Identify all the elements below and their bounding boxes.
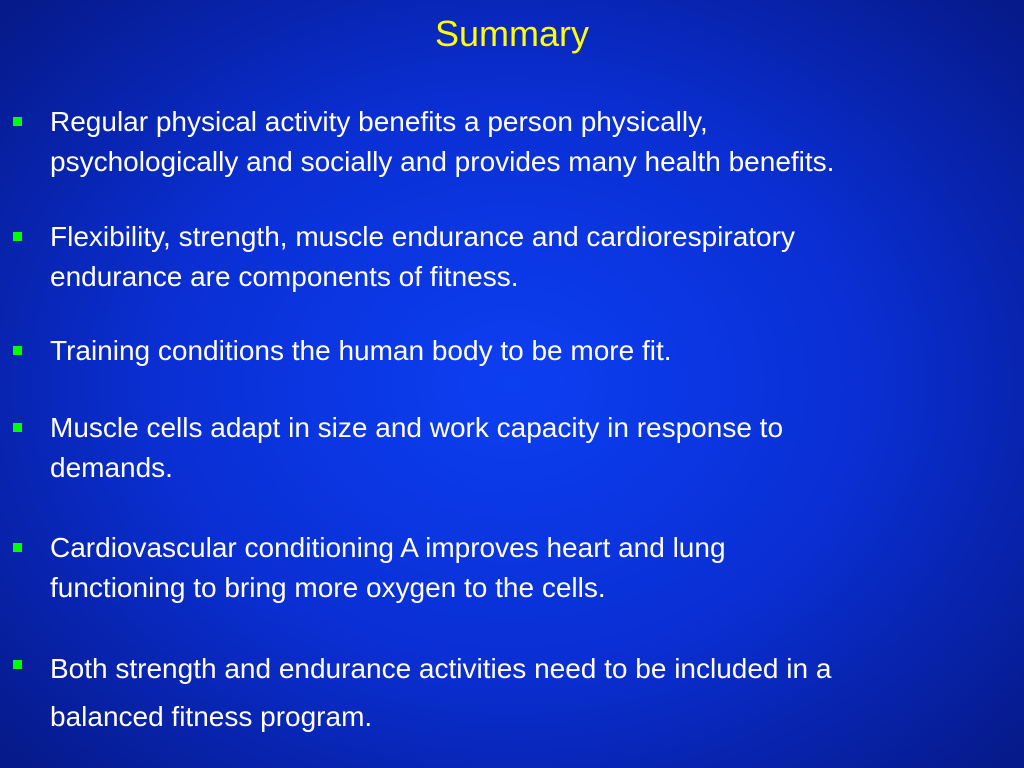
bullet-line: Training conditions the human body to be more fit. <box>50 335 672 366</box>
bullet-text <box>50 645 1013 741</box>
square-bullet-icon <box>13 660 22 669</box>
bullet-line: demands. <box>50 452 173 483</box>
bullet-line: Flexibility, strength, muscle endurance and cardiorespiratory <box>50 221 795 252</box>
square-bullet-icon <box>13 423 22 432</box>
bullet-text <box>50 408 1013 488</box>
square-bullet-icon <box>13 232 22 241</box>
bullet-line: Regular physical activity benefits a person physically, <box>50 106 708 137</box>
bullet-line: Muscle cells adapt in size and work capacity in response to <box>50 412 784 443</box>
bullet-line: Cardiovascular conditioning A improves heart and lung <box>50 532 726 563</box>
bullet-text <box>50 217 1013 297</box>
bullet-line: psychologically and socially and provides many health benefits. <box>50 146 835 177</box>
bullet-line: Both strength and endurance activities need to be included in a <box>50 653 832 684</box>
slide-title: Summary <box>434 13 590 54</box>
bullet-line: endurance are components of fitness. <box>50 261 519 292</box>
bullet-text <box>50 528 1013 608</box>
square-bullet-icon <box>13 543 22 552</box>
bullet-text <box>50 102 1013 182</box>
bullet-text <box>50 331 1013 371</box>
bullet-line: balanced fitness program. <box>50 701 373 732</box>
square-bullet-icon <box>13 346 22 355</box>
bullet-line: functioning to bring more oxygen to the cells. <box>50 572 606 603</box>
square-bullet-icon <box>13 117 22 126</box>
